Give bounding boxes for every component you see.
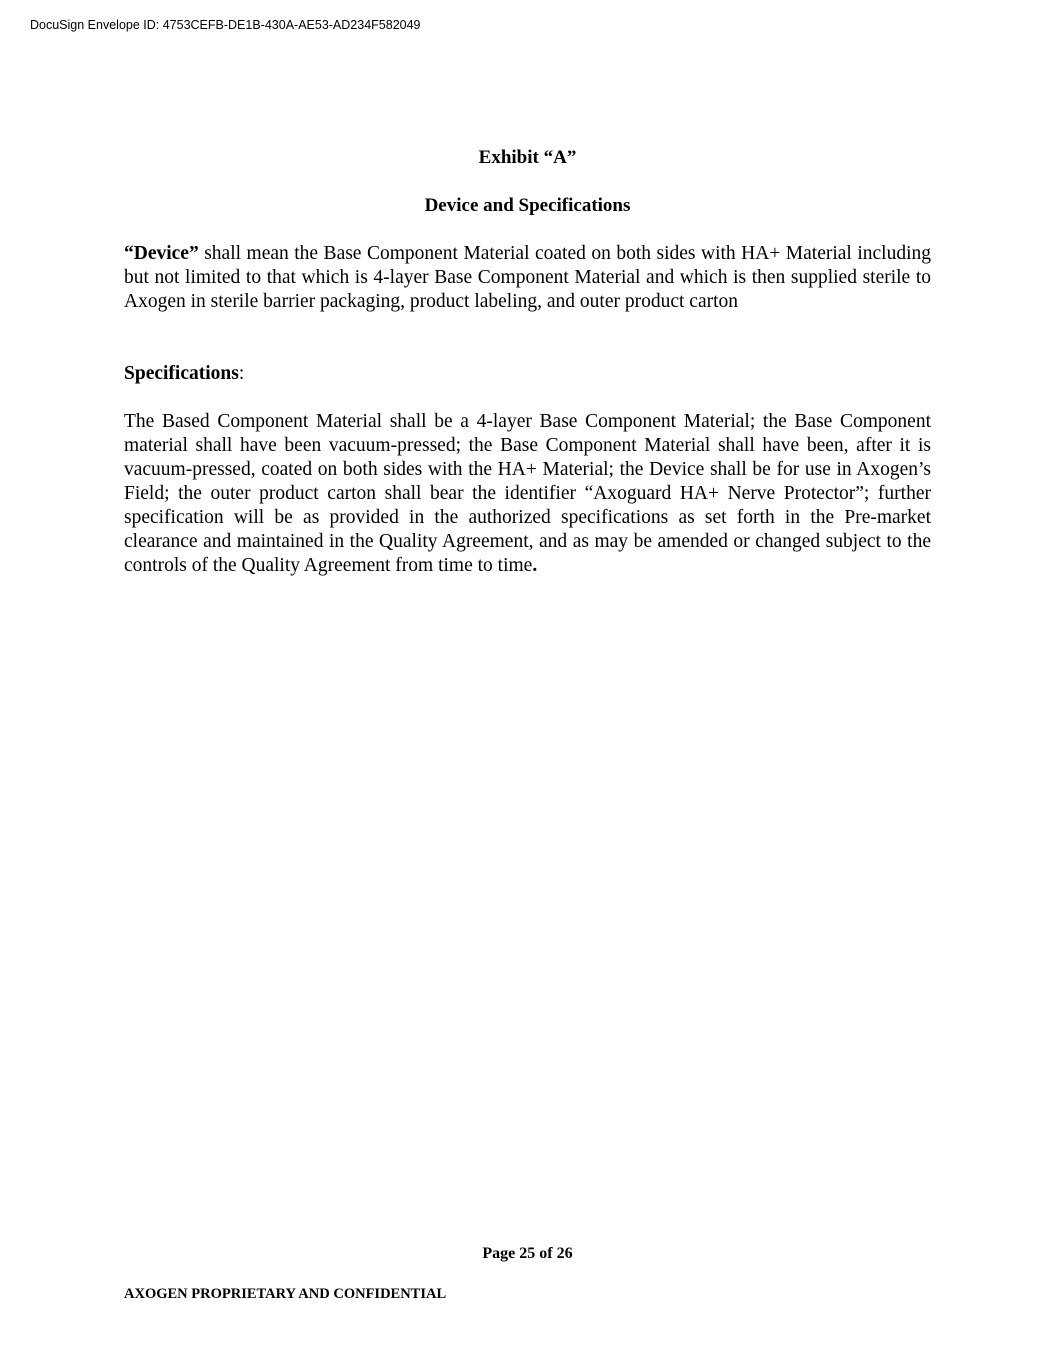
section-title: Device and Specifications	[424, 195, 631, 216]
device-term: “Device”	[124, 243, 199, 264]
specifications-heading	[124, 362, 931, 386]
device-definition	[124, 242, 931, 314]
specifications-heading-colon: :	[238, 363, 245, 384]
specifications-body	[124, 410, 931, 578]
page-number: Page 25 of 26	[482, 1245, 573, 1262]
exhibit-title: Exhibit “A”	[478, 147, 577, 168]
specifications-body-text: The Based Component Material shall be a 4-layer Base Component Material; the Base Component material shall have been vacuum-pressed; the Base Component Material shall have been, after it is vacuum-pressed, coated on both sides with the HA+ Material; the Device shall be for use in Axogen’s Field; the outer product carton shall bear the identifier “Axoguard HA+ Nerve Protector”; further specification will be as provided in the authorized specifications as set forth in the Pre-market clearance and maintained in the Quality Agreement, and as may be amended or changed subject to the controls of the Quality Agreement from time to time	[124, 411, 931, 576]
specifications-heading-label: Specifications	[124, 363, 239, 384]
confidentiality-notice: AXOGEN PROPRIETARY AND CONFIDENTIAL	[124, 1286, 447, 1302]
document-body	[124, 146, 931, 578]
docusign-envelope-id: DocuSign Envelope ID: 4753CEFB-DE1B-430A-AE53-AD234F582049	[30, 18, 421, 32]
device-definition-text: shall mean the Base Component Material coated on both sides with HA+ Material including but not limited to that which is 4-layer Base Component Material and which is then supplied sterile to Axogen in sterile barrier packaging, product labeling, and outer product carton	[124, 243, 931, 312]
specifications-end-mark: .	[532, 555, 538, 576]
